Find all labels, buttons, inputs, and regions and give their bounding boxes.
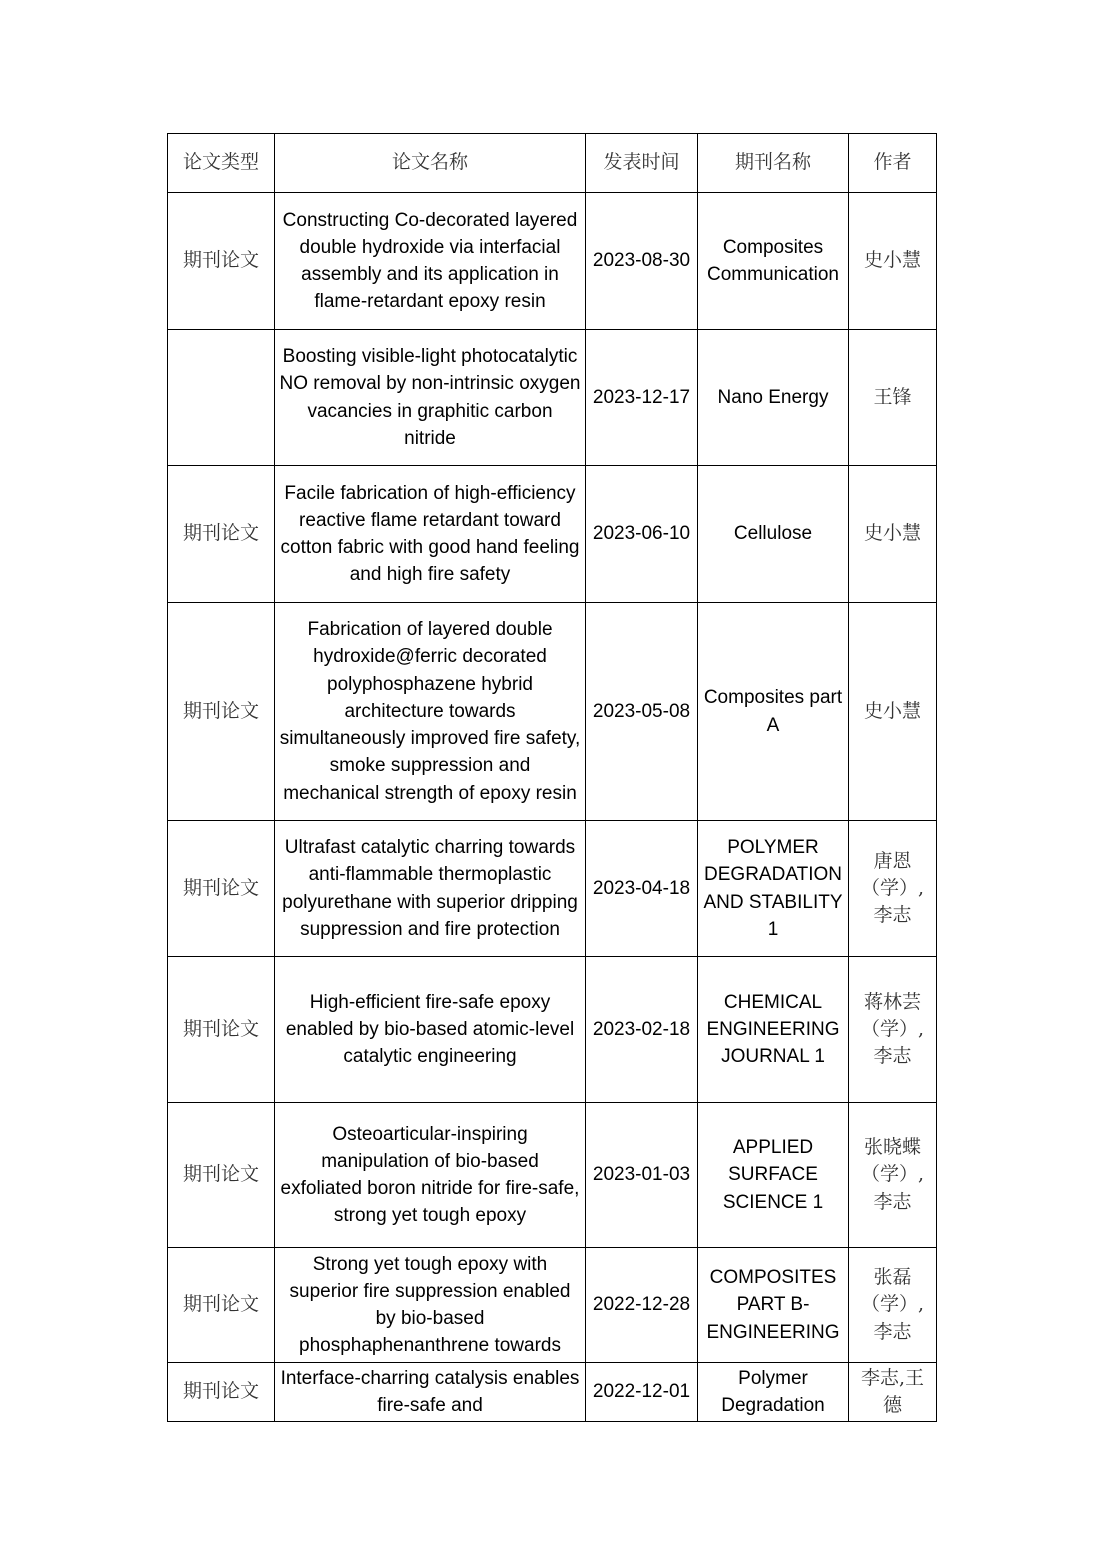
cell-journal: Nano Energy [698, 330, 849, 466]
cell-paper-title: Interface-charring catalysis enables fire-safe and [275, 1363, 586, 1422]
papers-table [167, 133, 937, 1422]
header-publish-date: 发表时间 [586, 134, 698, 193]
table-row [168, 957, 937, 1103]
cell-paper-title: Fabrication of layered double hydroxide@ferric decorated polyphosphazene hybrid architecture towards simultaneously improved fire safety, smoke suppression and mechanical strength of epoxy resin [275, 603, 586, 821]
cell-publish-date: 2023-08-30 [586, 193, 698, 330]
cell-author: 唐恩（学）,李志 [849, 821, 937, 957]
cell-author: 王锋 [849, 330, 937, 466]
cell-paper-type: 期刊论文 [168, 193, 275, 330]
cell-paper-title: Osteoarticular-inspiring manipulation of bio-based exfoliated boron nitride for fire-safe, strong yet tough epoxy [275, 1103, 586, 1248]
header-paper-type: 论文类型 [168, 134, 275, 193]
cell-publish-date: 2023-02-18 [586, 957, 698, 1103]
table-row [168, 193, 937, 330]
table-row [168, 330, 937, 466]
cell-publish-date: 2022-12-28 [586, 1248, 698, 1363]
cell-journal: Composites Communication [698, 193, 849, 330]
cell-journal: APPLIED SURFACE SCIENCE 1 [698, 1103, 849, 1248]
table-row [168, 1363, 937, 1422]
cell-paper-type: 期刊论文 [168, 821, 275, 957]
cell-author: 史小慧 [849, 193, 937, 330]
cell-publish-date: 2023-12-17 [586, 330, 698, 466]
cell-paper-type: 期刊论文 [168, 466, 275, 603]
cell-paper-type: 期刊论文 [168, 957, 275, 1103]
table-header-row [168, 134, 937, 193]
cell-publish-date: 2023-05-08 [586, 603, 698, 821]
cell-paper-title: Facile fabrication of high-efficiency reactive flame retardant toward cotton fabric with good hand feeling and high fire safety [275, 466, 586, 603]
cell-journal: Cellulose [698, 466, 849, 603]
cell-journal: Polymer Degradation [698, 1363, 849, 1422]
table-row [168, 1248, 937, 1363]
cell-author: 蒋林芸（学）,李志 [849, 957, 937, 1103]
cell-author: 李志,王德 [849, 1363, 937, 1422]
cell-paper-type: 期刊论文 [168, 1248, 275, 1363]
cell-author: 张晓蝶（学）,李志 [849, 1103, 937, 1248]
cell-publish-date: 2022-12-01 [586, 1363, 698, 1422]
cell-journal: COMPOSITES PART B-ENGINEERING [698, 1248, 849, 1363]
cell-paper-title: High-efficient fire-safe epoxy enabled by bio-based atomic-level catalytic engineering [275, 957, 586, 1103]
header-journal: 期刊名称 [698, 134, 849, 193]
table-row [168, 821, 937, 957]
cell-paper-title: Ultrafast catalytic charring towards anti-flammable thermoplastic polyurethane with superior dripping suppression and fire protection [275, 821, 586, 957]
table-row [168, 603, 937, 821]
cell-publish-date: 2023-04-18 [586, 821, 698, 957]
table-row [168, 466, 937, 603]
cell-paper-type: 期刊论文 [168, 1363, 275, 1422]
cell-author: 史小慧 [849, 603, 937, 821]
cell-author: 史小慧 [849, 466, 937, 603]
cell-journal: CHEMICAL ENGINEERING JOURNAL 1 [698, 957, 849, 1103]
cell-paper-title: Strong yet tough epoxy with superior fire suppression enabled by bio-based phosphaphenanthrene towards [275, 1248, 586, 1363]
cell-paper-type [168, 330, 275, 466]
header-paper-title: 论文名称 [275, 134, 586, 193]
cell-paper-title: Boosting visible-light photocatalytic NO removal by non-intrinsic oxygen vacancies in graphitic carbon nitride [275, 330, 586, 466]
cell-journal: POLYMER DEGRADATION AND STABILITY 1 [698, 821, 849, 957]
cell-publish-date: 2023-06-10 [586, 466, 698, 603]
header-author: 作者 [849, 134, 937, 193]
table-row [168, 1103, 937, 1248]
cell-journal: Composites part A [698, 603, 849, 821]
cell-paper-type: 期刊论文 [168, 603, 275, 821]
cell-publish-date: 2023-01-03 [586, 1103, 698, 1248]
cell-paper-title: Constructing Co-decorated layered double hydroxide via interfacial assembly and its application in flame-retardant epoxy resin [275, 193, 586, 330]
cell-paper-type: 期刊论文 [168, 1103, 275, 1248]
cell-author: 张磊（学）,李志 [849, 1248, 937, 1363]
